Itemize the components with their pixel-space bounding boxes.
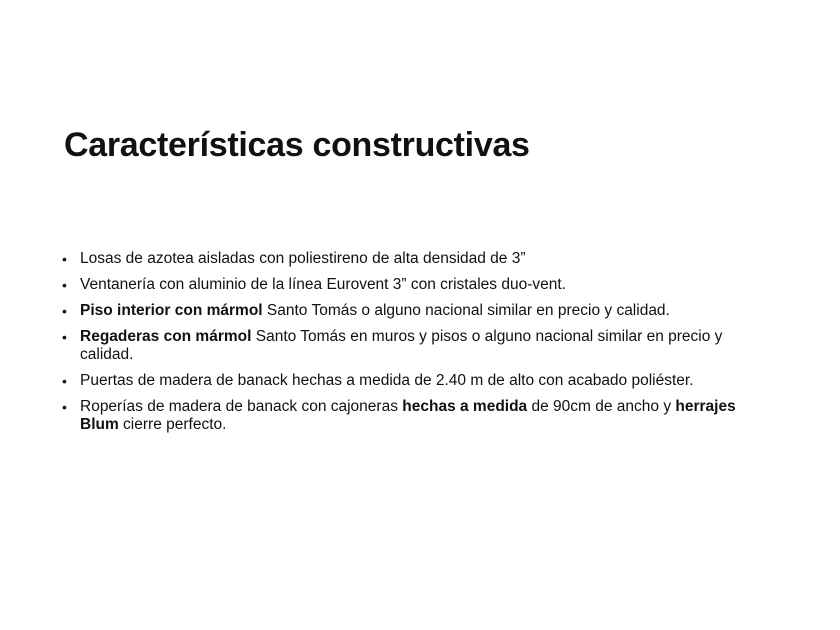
bullet-item (62, 250, 752, 268)
bullet-text: Losas de azotea aisladas con poliestireno de alta densidad de 3” (80, 250, 526, 267)
bullet-text: de 90cm de ancho y (527, 398, 676, 415)
bullet-list (62, 250, 752, 442)
bullet-text: Santo Tomás o alguno nacional similar en precio y calidad. (262, 302, 670, 319)
bullet-dot-icon: • (62, 277, 67, 293)
bullet-text-bold: Regaderas con mármol (80, 328, 252, 345)
bullet-item (62, 328, 752, 364)
bullet-dot-icon: • (62, 329, 67, 345)
bullet-item (62, 372, 752, 390)
bullet-text: Roperías de madera de banack con cajoneras (80, 398, 403, 415)
bullet-item (62, 276, 752, 294)
slide-title: Características constructivas (64, 126, 530, 164)
bullet-text: Santo Tomás en muros y pisos o alguno nacional similar en precio y calidad. (80, 328, 723, 363)
bullet-item (62, 302, 752, 320)
bullet-text: Ventanería con aluminio de la línea Eurovent 3” con cristales duo-vent. (80, 276, 566, 293)
bullet-item (62, 398, 752, 434)
bullet-dot-icon: • (62, 303, 67, 319)
bullet-text-bold: Piso interior con mármol (80, 302, 263, 319)
bullet-text-bold: hechas a medida (402, 398, 528, 415)
bullet-dot-icon: • (62, 251, 67, 267)
bullet-text: Puertas de madera de banack hechas a medida de 2.40 m de alto con acabado poliéster. (80, 372, 694, 389)
bullet-dot-icon: • (62, 399, 67, 415)
bullet-text: cierre perfecto. (118, 416, 227, 433)
bullet-dot-icon: • (62, 373, 67, 389)
bullet-text-bold: herrajes Blum (80, 398, 736, 433)
